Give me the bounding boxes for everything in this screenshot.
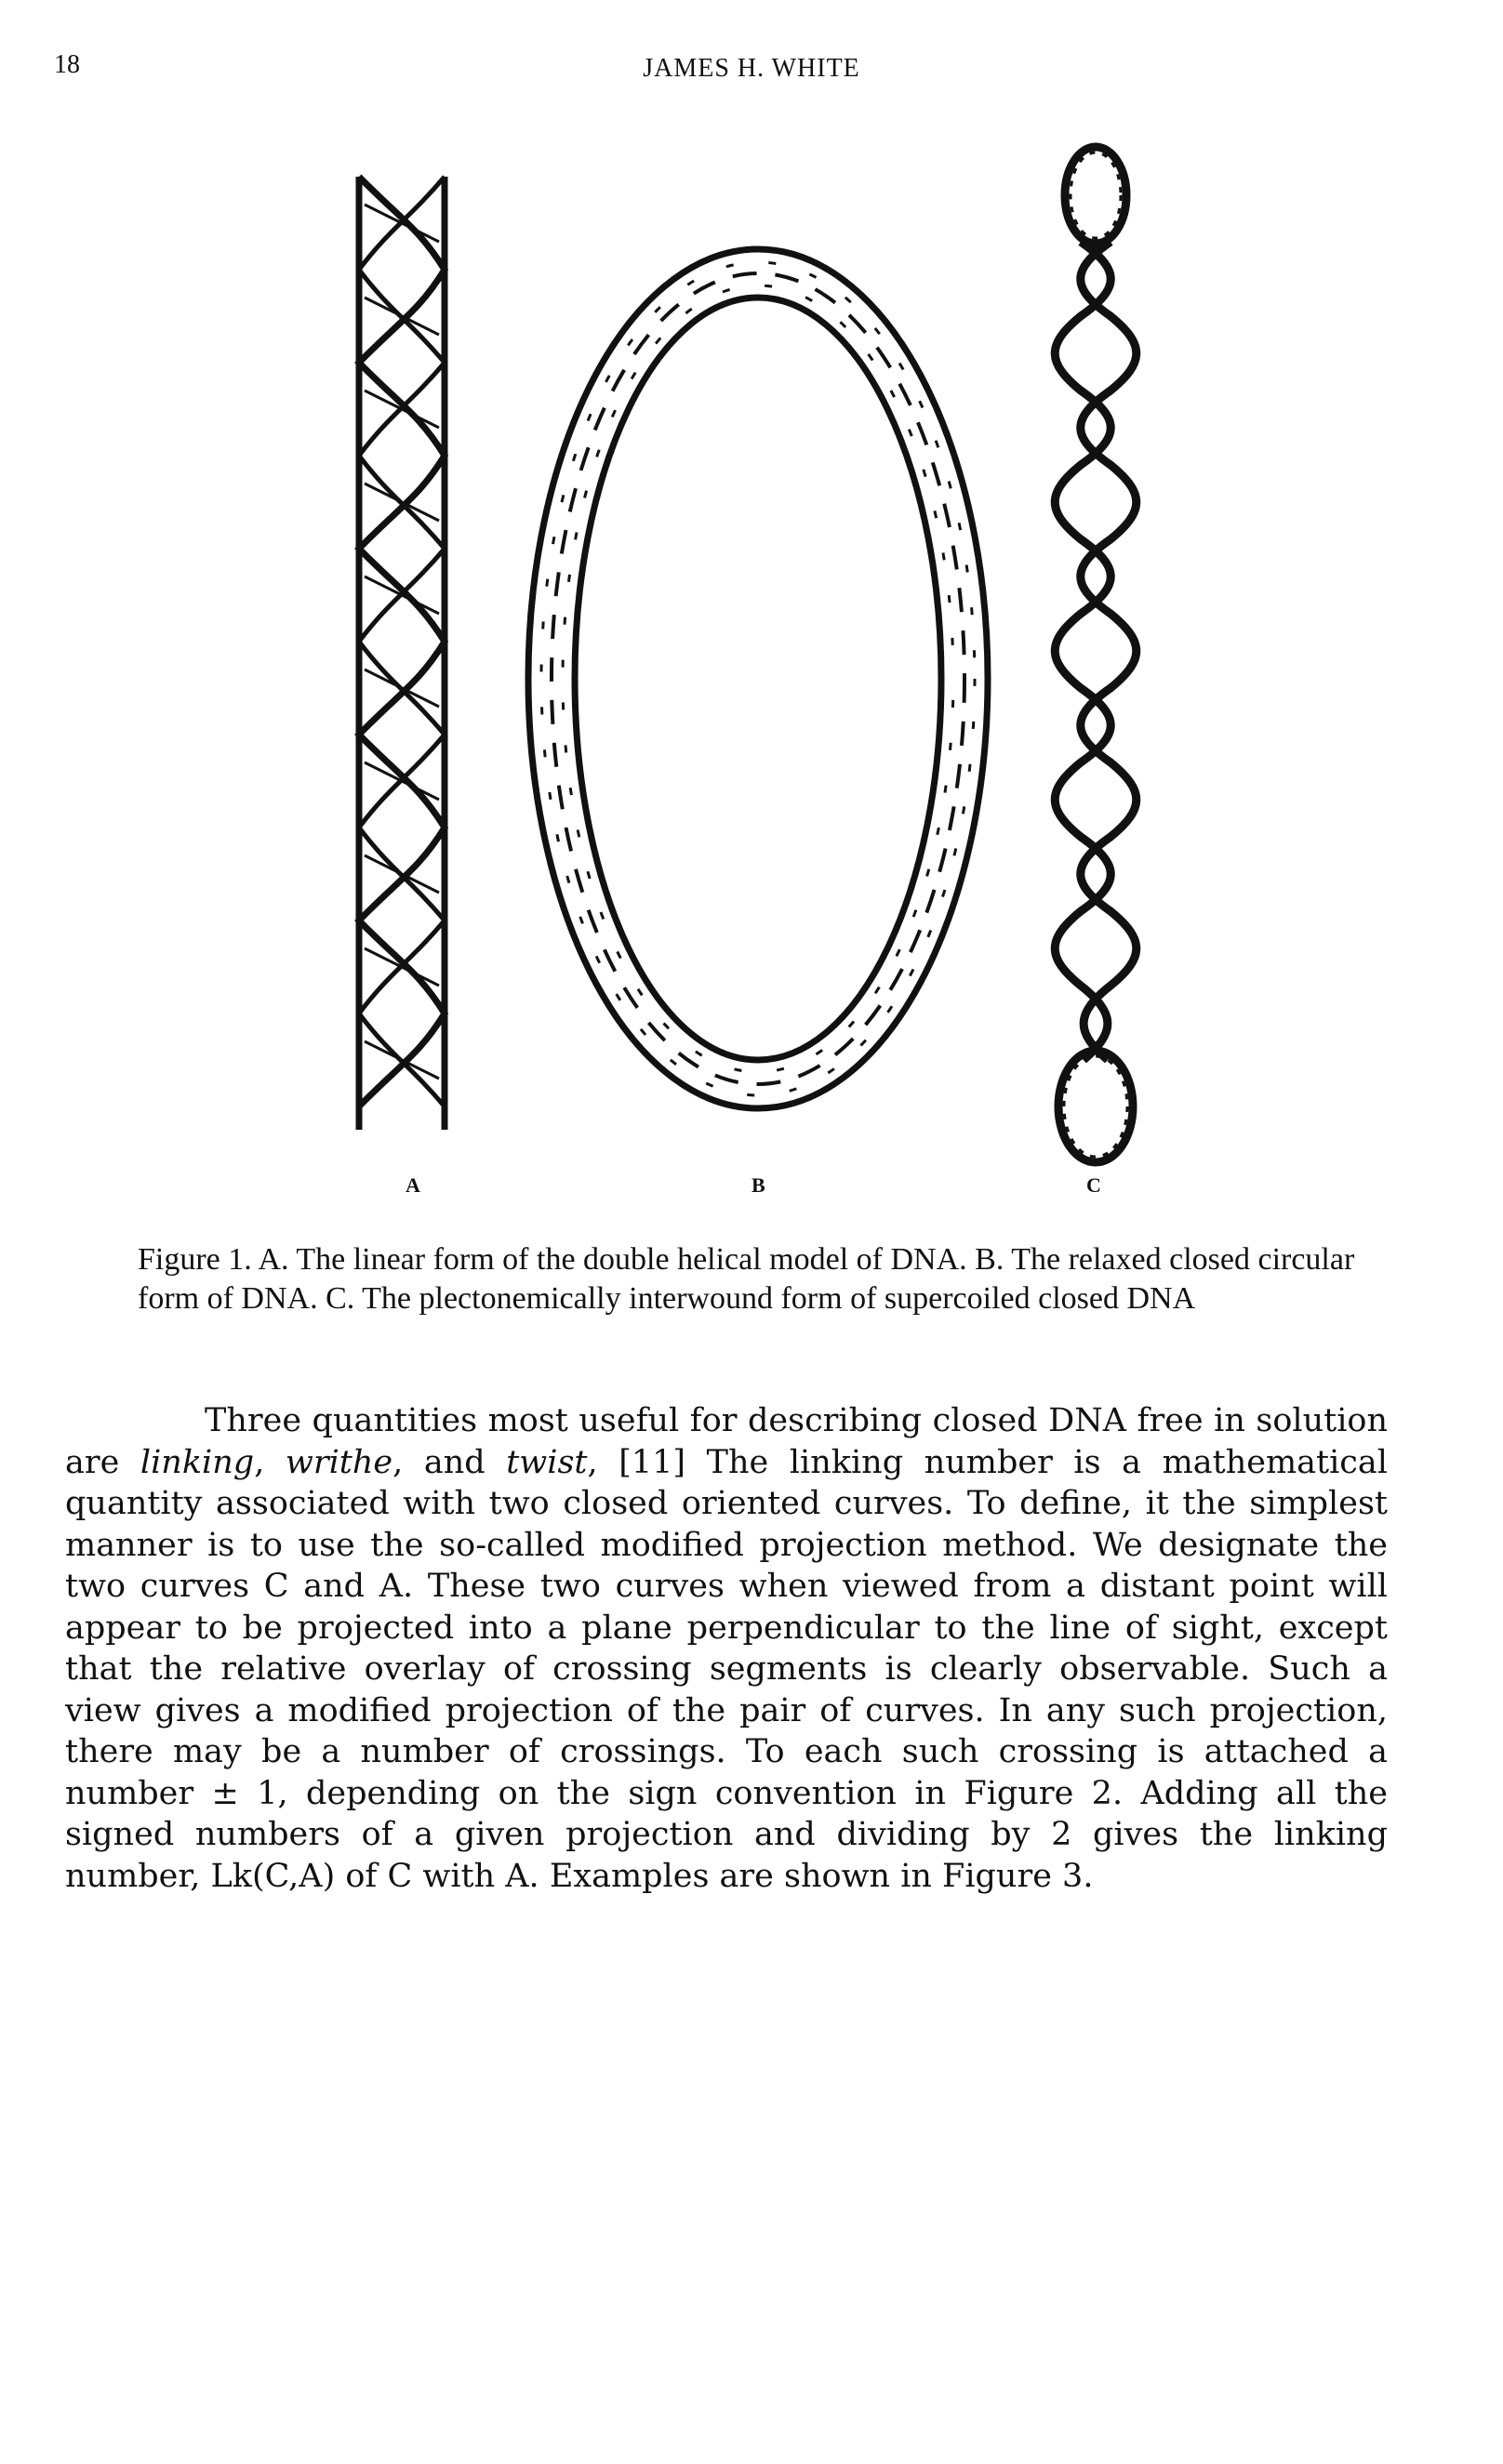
term-linking: linking xyxy=(140,1443,255,1481)
body-paragraph xyxy=(65,1400,1388,1897)
supercoiled-dna xyxy=(1055,147,1137,1162)
figure-1 xyxy=(0,139,1503,1227)
body-separator-1: , xyxy=(254,1443,286,1481)
panel-label-c: C xyxy=(1086,1173,1101,1197)
body-text-part-1: Three quantities most useful for describing closed DNA free in solution are xyxy=(65,1402,1388,1481)
running-head: JAMES H. WHITE xyxy=(643,54,860,83)
body-separator-2: , and xyxy=(392,1443,507,1481)
body-text-part-2: , [11] The linking number is a mathematical quantity associated with two closed oriented curves. To define, it the simplest manner is to use the so-called modified projection method. We designate the two curves C and A. These two curves when viewed from a distant point will appear to be projected into a plane perpendicular to the line of sight, except that the relative overlay of crossing segments is clearly observable. Such a view gives a modified projection of the pair of curves. In any such projection, there may be a number of crossings. To each such crossing is attached a number ± 1, depending on the sign convention in Figure 2. Adding all the signed numbers of a given projection and dividing by 2 gives the linking number, Lk(C,A) of C with A. Examples are shown in Figure 3. xyxy=(65,1443,1388,1895)
figure-caption: Figure 1. A. The linear form of the double helical model of DNA. B. The relaxed closed circular form of DNA. C. The plectonemically interwound form of supercoiled closed DNA xyxy=(138,1242,1355,1316)
term-writhe: writhe xyxy=(285,1443,393,1481)
panel-label-a: A xyxy=(406,1173,420,1197)
panel-label-b: B xyxy=(752,1173,765,1197)
circular-dna-ring xyxy=(528,249,988,1108)
term-twist: twist xyxy=(506,1443,588,1481)
linear-dna-helix xyxy=(359,177,445,1130)
page-number: 18 xyxy=(54,50,80,79)
